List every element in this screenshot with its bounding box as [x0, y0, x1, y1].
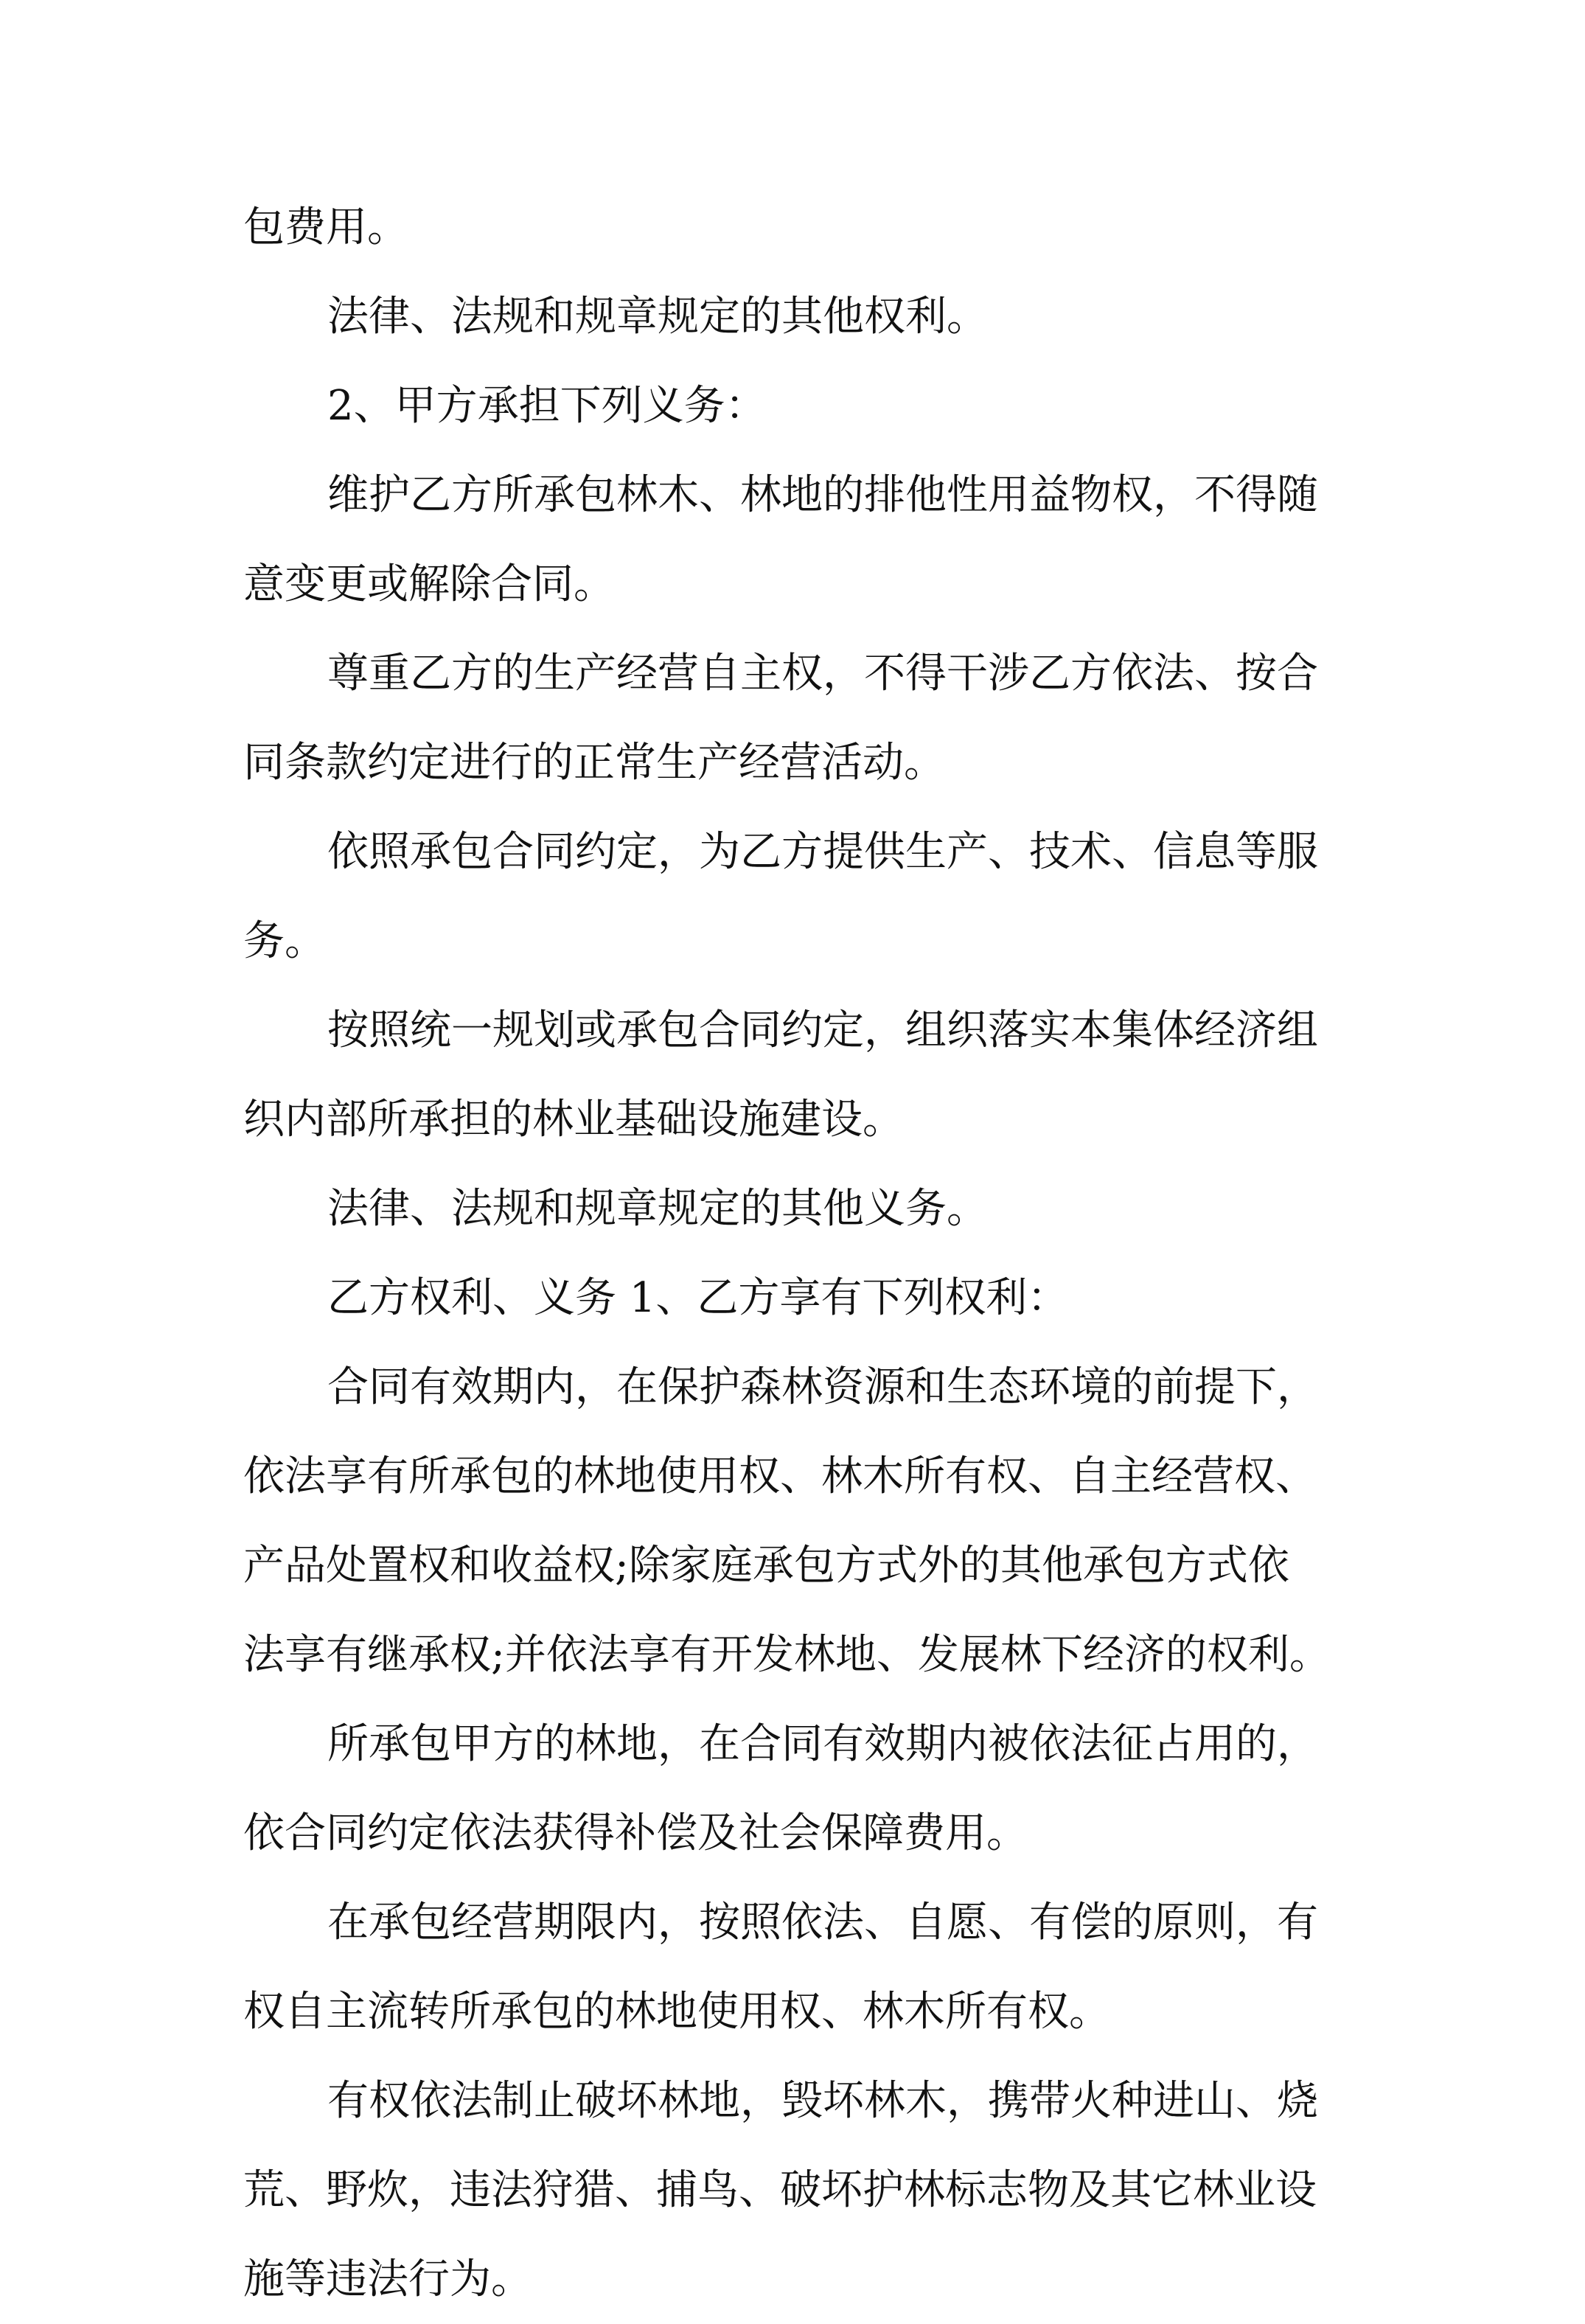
text-line: 同条款约定进行的正常生产经营活动。 — [243, 739, 945, 787]
text-line: 依法享有所承包的林地使用权、林木所有权、自主经营权、 — [243, 1452, 1317, 1500]
text-line: 维护乙方所承包林木、林地的排他性用益物权，不得随 — [327, 471, 1318, 519]
text-line: 2、甲方承担下列义务： — [327, 382, 767, 430]
text-line: 产品处置权和收益权;除家庭承包方式外的其他承包方式依 — [243, 1542, 1289, 1590]
text-line: 法律、法规和规章规定的其他义务。 — [327, 1185, 988, 1233]
text-line: 依照承包合同约定，为乙方提供生产、技术、信息等服 — [327, 828, 1318, 876]
text-line: 按照统一规划或承包合同约定，组织落实本集体经济组 — [327, 1006, 1318, 1054]
document-body — [243, 183, 1364, 2324]
text-line: 法享有继承权;并依法享有开发林地、发展林下经济的权利。 — [243, 1631, 1331, 1679]
text-line: 合同有效期内，在保护森林资源和生态环境的前提下， — [327, 1363, 1318, 1411]
text-line: 乙方权利、义务 1、乙方享有下列权利： — [327, 1274, 1069, 1322]
text-line: 权自主流转所承包的林地使用权、林木所有权。 — [243, 1988, 1110, 2036]
text-line: 荒、野炊，违法狩猎、捕鸟、破坏护林标志物及其它林业设 — [243, 2166, 1317, 2214]
text-line: 在承包经营期限内，按照依法、自愿、有偿的原则，有 — [327, 1899, 1318, 1946]
text-line: 尊重乙方的生产经营自主权，不得干涉乙方依法、按合 — [327, 650, 1318, 697]
text-line: 依合同约定依法获得补偿及社会保障费用。 — [243, 1809, 1028, 1857]
text-line: 意变更或解除合同。 — [243, 560, 615, 608]
text-line: 有权依法制止破坏林地，毁坏林木，携带火种进山、烧 — [327, 2077, 1318, 2125]
text-line: 所承包甲方的林地，在合同有效期内被依法征占用的， — [327, 1720, 1318, 1768]
text-line: 务。 — [243, 917, 326, 965]
text-line: 法律、法规和规章规定的其他权利。 — [327, 293, 988, 341]
text-line: 施等违法行为。 — [243, 2255, 532, 2303]
text-line: 织内部所承担的林业基础设施建设。 — [243, 1096, 904, 1144]
text-line: 包费用。 — [243, 203, 408, 251]
